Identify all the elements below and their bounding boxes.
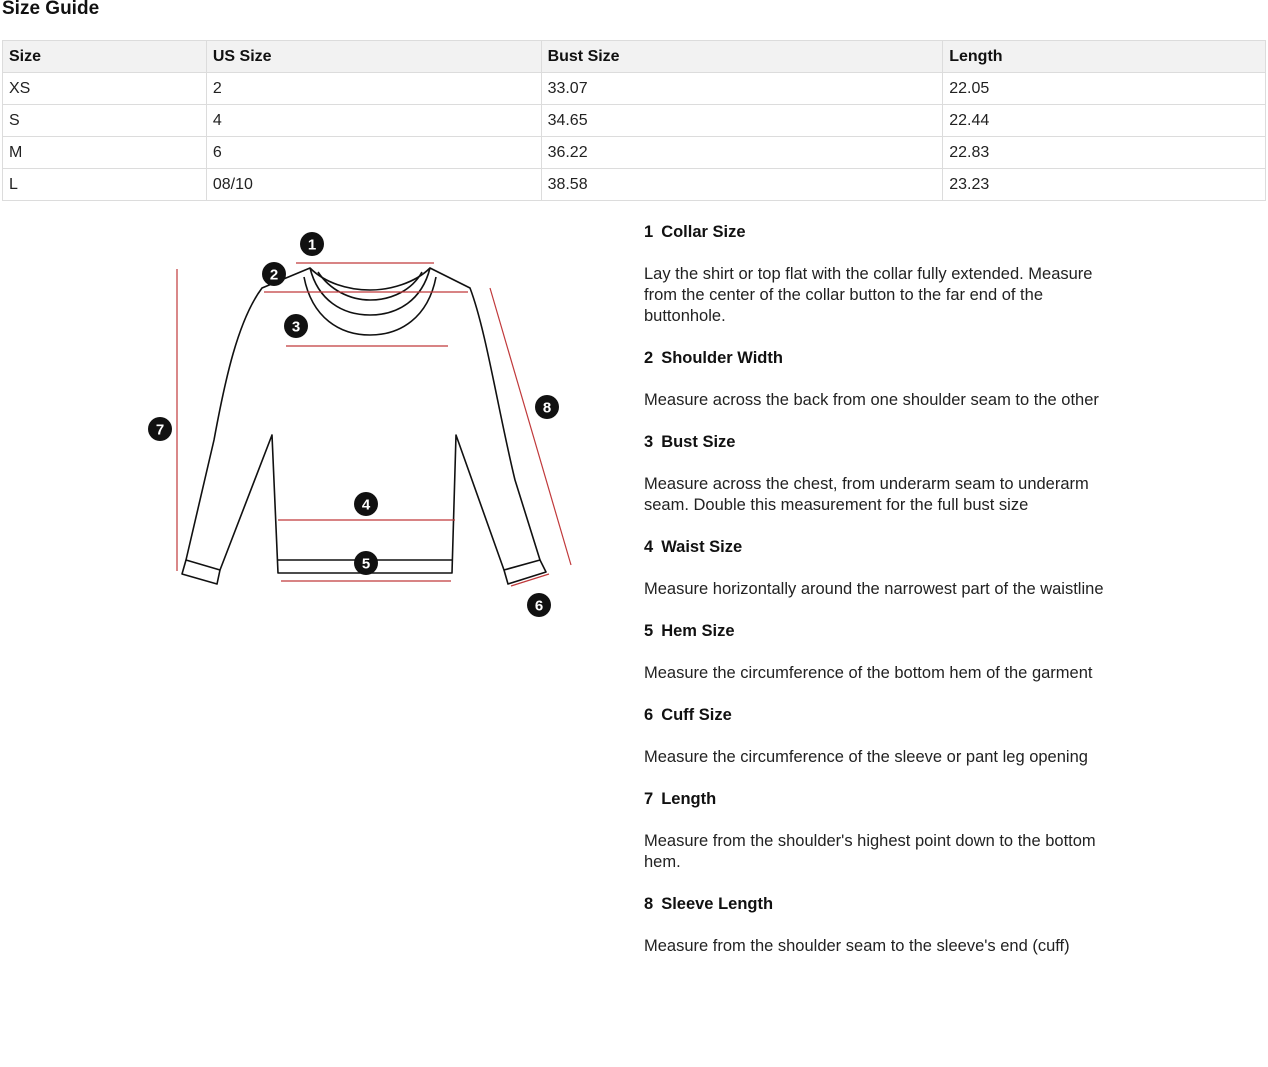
table-row <box>3 105 1266 137</box>
marker-7-label: 7 <box>155 421 165 439</box>
size-table <box>2 40 1266 201</box>
marker-2 <box>262 262 286 286</box>
table-row <box>3 137 1266 169</box>
cell-us-size: 6 <box>206 137 541 169</box>
guide-item-title: Bust Size <box>661 433 736 451</box>
cell-us-size: 2 <box>206 73 541 105</box>
sweater-outline <box>182 268 546 584</box>
collar-band <box>304 277 436 335</box>
guide-item-waist-size <box>644 537 1114 600</box>
cell-bust-size: 36.22 <box>541 137 943 169</box>
header-us-size: US Size <box>206 41 541 73</box>
marker-6-label: 6 <box>534 597 544 615</box>
cell-size: M <box>3 137 207 169</box>
guide-item-desc: Measure the circumference of the bottom hem of the garment <box>644 664 1093 682</box>
guide-item-title: Hem Size <box>661 622 735 640</box>
sweater-body <box>186 268 540 573</box>
cell-bust-size: 34.65 <box>541 105 943 137</box>
marker-8-label: 8 <box>542 399 552 417</box>
page-title: Size Guide <box>2 0 100 19</box>
cell-length: 23.23 <box>943 169 1266 201</box>
guide-item-number: 8 <box>644 895 654 913</box>
measure-lines <box>177 263 571 586</box>
marker-1-label: 1 <box>307 236 317 254</box>
sweater-diagram <box>140 225 580 625</box>
guide-item-title: Length <box>661 790 717 808</box>
guide-item-title: Sleeve Length <box>661 895 774 913</box>
header-bust-size: Bust Size <box>541 41 943 73</box>
marker-4 <box>354 492 378 516</box>
table-header-row <box>3 41 1266 73</box>
table-row <box>3 73 1266 105</box>
cell-bust-size: 33.07 <box>541 73 943 105</box>
guide-item-desc: Measure from the shoulder's highest point down to the bottom hem. <box>644 832 1096 871</box>
cuff-measure-line <box>511 574 549 586</box>
guide-item-hem-size <box>644 621 1114 684</box>
marker-7 <box>148 417 172 441</box>
table-row <box>3 169 1266 201</box>
guide-item-number: 4 <box>644 538 654 556</box>
marker-8 <box>535 395 559 419</box>
guide-item-title: Waist Size <box>661 538 743 556</box>
guide-item-number: 6 <box>644 706 654 724</box>
cell-us-size: 08/10 <box>206 169 541 201</box>
cell-bust-size: 38.58 <box>541 169 943 201</box>
cell-length: 22.83 <box>943 137 1266 169</box>
guide-item-desc: Measure horizontally around the narrowest part of the waistline <box>644 580 1104 598</box>
header-length: Length <box>943 41 1266 73</box>
cell-us-size: 4 <box>206 105 541 137</box>
guide-item-cuff-size <box>644 705 1114 768</box>
marker-4-label: 4 <box>361 496 371 514</box>
guide-item-bust-size <box>644 432 1114 516</box>
guide-item-title: Shoulder Width <box>661 349 783 367</box>
guide-item-desc: Measure from the shoulder seam to the sleeve's end (cuff) <box>644 937 1070 955</box>
guide-item-desc: Lay the shirt or top flat with the collar fully extended. Measure from the center of the collar button to the far end of the buttonhole. <box>644 265 1093 325</box>
guide-item-length <box>644 789 1114 873</box>
marker-1 <box>300 232 324 256</box>
guide-item-desc: Measure across the chest, from underarm seam to underarm seam. Double this measurement for the full bust size <box>644 475 1089 514</box>
header-size: Size <box>3 41 207 73</box>
guide-item-desc: Measure across the back from one shoulder seam to the other <box>644 391 1099 409</box>
marker-2-label: 2 <box>269 266 279 284</box>
guide-item-number: 7 <box>644 790 654 808</box>
marker-3-label: 3 <box>291 318 301 336</box>
marker-3 <box>284 314 308 338</box>
cell-size: S <box>3 105 207 137</box>
guide-item-title: Cuff Size <box>661 706 732 724</box>
guide-item-desc: Measure the circumference of the sleeve or pant leg opening <box>644 748 1088 766</box>
guide-item-title: Collar Size <box>661 223 746 241</box>
guide-item-number: 3 <box>644 433 654 451</box>
marker-5 <box>354 551 378 575</box>
marker-5-label: 5 <box>361 555 371 573</box>
cell-size: XS <box>3 73 207 105</box>
guide-item-number: 2 <box>644 349 654 367</box>
cell-size: L <box>3 169 207 201</box>
guide-item-collar-size <box>644 222 1114 327</box>
guide-item-number: 1 <box>644 223 654 241</box>
guide-item-shoulder-width <box>644 348 1114 411</box>
guide-item-sleeve-length <box>644 894 1114 957</box>
guide-item-number: 5 <box>644 622 654 640</box>
sleeve-measure-line <box>490 288 571 565</box>
cell-length: 22.44 <box>943 105 1266 137</box>
collar-inner <box>318 272 422 300</box>
cell-length: 22.05 <box>943 73 1266 105</box>
marker-6 <box>527 593 551 617</box>
measurement-guide <box>644 222 1114 978</box>
